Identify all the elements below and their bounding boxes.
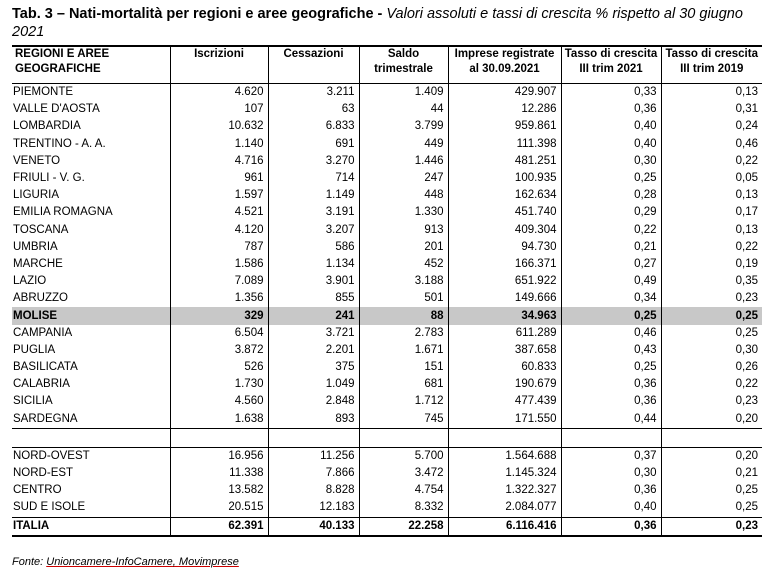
table-cell: 452 bbox=[359, 256, 448, 273]
table-cell: 0,20 bbox=[661, 411, 762, 429]
row-label: MOLISE bbox=[12, 307, 170, 324]
table-cell: 0,40 bbox=[561, 118, 661, 135]
table-cell: 959.861 bbox=[448, 118, 561, 135]
row-label: CAMPANIA bbox=[13, 326, 73, 339]
row-label: MARCHE bbox=[13, 257, 63, 270]
table-cell: 1.671 bbox=[359, 342, 448, 359]
table-cell: 1.140 bbox=[170, 136, 268, 153]
table-cell: 0,46 bbox=[561, 325, 661, 342]
table-cell: 1.322.327 bbox=[448, 482, 561, 499]
region-row bbox=[12, 393, 762, 410]
table-cell: 0,20 bbox=[661, 447, 762, 465]
region-row bbox=[12, 84, 762, 102]
table-cell: 0,25 bbox=[561, 359, 661, 376]
table-cell: 961 bbox=[170, 170, 268, 187]
table-cell: 16.956 bbox=[170, 447, 268, 465]
region-row bbox=[12, 290, 762, 307]
header-imprese: Imprese registrate al 30.09.2021 bbox=[448, 46, 561, 84]
row-label: FRIULI - V. G. bbox=[13, 172, 85, 185]
table-cell: 375 bbox=[268, 359, 359, 376]
table-cell: 0,36 bbox=[561, 393, 661, 410]
table-cell: 3.721 bbox=[268, 325, 359, 342]
row-label: LOMBARDIA bbox=[13, 120, 81, 133]
table-cell: 0,28 bbox=[561, 187, 661, 204]
table-cell: 0,05 bbox=[661, 170, 762, 187]
table-cell: 100.935 bbox=[448, 170, 561, 187]
table-cell: 0,31 bbox=[661, 101, 762, 118]
row-label: SARDEGNA bbox=[13, 412, 78, 425]
table-cell: 2.848 bbox=[268, 393, 359, 410]
table-cell: 12.183 bbox=[268, 499, 359, 517]
table-cell: 1.356 bbox=[170, 290, 268, 307]
row-label: BASILICATA bbox=[13, 361, 78, 374]
table-cell: 448 bbox=[359, 187, 448, 204]
table-cell: 8.828 bbox=[268, 482, 359, 499]
row-label: NORD-EST bbox=[13, 467, 74, 480]
table-cell: 0,13 bbox=[661, 84, 762, 102]
region-row bbox=[12, 256, 762, 273]
table-cell: 201 bbox=[359, 239, 448, 256]
row-label: SICILIA bbox=[13, 395, 53, 408]
table-cell: 526 bbox=[170, 359, 268, 376]
table-cell: 501 bbox=[359, 290, 448, 307]
table-cell: 0,22 bbox=[661, 239, 762, 256]
table-cell: 0,25 bbox=[561, 307, 661, 324]
table-cell: 893 bbox=[268, 411, 359, 429]
row-label: LAZIO bbox=[13, 275, 47, 288]
table-cell: 13.582 bbox=[170, 482, 268, 499]
table-cell: 855 bbox=[268, 290, 359, 307]
table-cell: 151 bbox=[359, 359, 448, 376]
row-label: ITALIA bbox=[12, 517, 170, 536]
table-cell: 1.712 bbox=[359, 393, 448, 410]
table-cell: 681 bbox=[359, 376, 448, 393]
table-cell: 0,24 bbox=[661, 118, 762, 135]
region-row bbox=[12, 136, 762, 153]
table-cell: 409.304 bbox=[448, 222, 561, 239]
header-saldo: Saldo trimestrale bbox=[359, 46, 448, 84]
table-cell: 6.504 bbox=[170, 325, 268, 342]
table-cell: 3.901 bbox=[268, 273, 359, 290]
table-cell: 111.398 bbox=[448, 136, 561, 153]
table-cell: 1.145.324 bbox=[448, 465, 561, 482]
table-cell: 611.289 bbox=[448, 325, 561, 342]
table-cell: 3.270 bbox=[268, 153, 359, 170]
empty-cell bbox=[561, 428, 661, 447]
empty-cell bbox=[268, 428, 359, 447]
table-cell: 0,25 bbox=[661, 325, 762, 342]
empty-cell bbox=[12, 428, 170, 447]
header-regions: REGIONI E AREE GEOGRAFICHE bbox=[12, 46, 170, 84]
table-cell: 0,37 bbox=[561, 447, 661, 465]
table-cell: 3.188 bbox=[359, 273, 448, 290]
table-cell: 4.120 bbox=[170, 222, 268, 239]
table-cell: 2.201 bbox=[268, 342, 359, 359]
table-cell: 0,23 bbox=[661, 517, 762, 536]
region-row bbox=[12, 118, 762, 135]
table-cell: 20.515 bbox=[170, 499, 268, 517]
table-cell: 62.391 bbox=[170, 517, 268, 536]
table-cell: 1.409 bbox=[359, 84, 448, 102]
table-cell: 714 bbox=[268, 170, 359, 187]
table-cell: 34.963 bbox=[448, 307, 561, 324]
empty-cell bbox=[448, 428, 561, 447]
table-cell: 63 bbox=[268, 101, 359, 118]
row-label: CALABRIA bbox=[13, 378, 70, 391]
table-cell: 787 bbox=[170, 239, 268, 256]
area-row bbox=[12, 482, 762, 499]
row-label: SUD E ISOLE bbox=[13, 501, 86, 514]
table-cell: 0,36 bbox=[561, 517, 661, 536]
area-row bbox=[12, 447, 762, 465]
table-cell: 0,44 bbox=[561, 411, 661, 429]
row-label: ABRUZZO bbox=[13, 292, 68, 305]
table-cell: 1.638 bbox=[170, 411, 268, 429]
table-cell: 241 bbox=[268, 307, 359, 324]
header-tasso-2019: Tasso di crescita III trim 2019 bbox=[661, 46, 762, 84]
table-cell: 60.833 bbox=[448, 359, 561, 376]
table-cell: 3.472 bbox=[359, 465, 448, 482]
table-cell: 329 bbox=[170, 307, 268, 324]
empty-cell bbox=[661, 428, 762, 447]
table-cell: 4.620 bbox=[170, 84, 268, 102]
table-cell: 6.116.416 bbox=[448, 517, 561, 536]
spacer-row bbox=[12, 428, 762, 447]
table-cell: 0,25 bbox=[661, 499, 762, 517]
table-cell: 88 bbox=[359, 307, 448, 324]
table-cell: 149.666 bbox=[448, 290, 561, 307]
table-cell: 5.700 bbox=[359, 447, 448, 465]
table-cell: 449 bbox=[359, 136, 448, 153]
data-table bbox=[12, 45, 762, 537]
row-label: VENETO bbox=[13, 154, 61, 167]
table-cell: 2.783 bbox=[359, 325, 448, 342]
table-cell: 171.550 bbox=[448, 411, 561, 429]
total-row bbox=[12, 517, 762, 536]
table-cell: 0,49 bbox=[561, 273, 661, 290]
table-cell: 0,23 bbox=[661, 290, 762, 307]
table-cell: 0,40 bbox=[561, 499, 661, 517]
table-cell: 1.134 bbox=[268, 256, 359, 273]
table-cell: 4.521 bbox=[170, 204, 268, 221]
source-text: Unioncamere-InfoCamere, Movimprese bbox=[46, 556, 239, 568]
table-cell: 481.251 bbox=[448, 153, 561, 170]
table-cell: 7.866 bbox=[268, 465, 359, 482]
table-cell: 0,17 bbox=[661, 204, 762, 221]
table-cell: 0,26 bbox=[661, 359, 762, 376]
table-cell: 3.211 bbox=[268, 84, 359, 102]
table-cell: 3.872 bbox=[170, 342, 268, 359]
table-cell: 691 bbox=[268, 136, 359, 153]
empty-cell bbox=[359, 428, 448, 447]
table-cell: 11.256 bbox=[268, 447, 359, 465]
table-cell: 0,22 bbox=[661, 376, 762, 393]
title-bold: Tab. 3 – Nati-mortalità per regioni e aree geografiche - bbox=[12, 6, 383, 22]
empty-cell bbox=[170, 428, 268, 447]
table-cell: 3.191 bbox=[268, 204, 359, 221]
table-cell: 0,21 bbox=[561, 239, 661, 256]
table-cell: 8.332 bbox=[359, 499, 448, 517]
table-cell: 745 bbox=[359, 411, 448, 429]
table-cell: 10.632 bbox=[170, 118, 268, 135]
region-row bbox=[12, 204, 762, 221]
table-cell: 4.754 bbox=[359, 482, 448, 499]
table-cell: 94.730 bbox=[448, 239, 561, 256]
region-row bbox=[12, 170, 762, 187]
table-cell: 0,30 bbox=[661, 342, 762, 359]
table-cell: 0,36 bbox=[561, 101, 661, 118]
table-cell: 0,30 bbox=[561, 465, 661, 482]
row-label: PIEMONTE bbox=[13, 86, 74, 99]
table-cell: 12.286 bbox=[448, 101, 561, 118]
area-row bbox=[12, 465, 762, 482]
region-row bbox=[12, 153, 762, 170]
region-row bbox=[12, 376, 762, 393]
table-cell: 0,25 bbox=[661, 482, 762, 499]
table-cell: 429.907 bbox=[448, 84, 561, 102]
table-cell: 44 bbox=[359, 101, 448, 118]
row-label: NORD-OVEST bbox=[12, 447, 170, 465]
row-label: TOSCANA bbox=[13, 223, 69, 236]
table-cell: 387.658 bbox=[448, 342, 561, 359]
region-row bbox=[12, 222, 762, 239]
row-label: VALLE D'AOSTA bbox=[13, 103, 100, 116]
row-label: PUGLIA bbox=[13, 343, 56, 356]
table-cell: 247 bbox=[359, 170, 448, 187]
header-row bbox=[12, 46, 762, 84]
source-note bbox=[12, 556, 239, 568]
table-cell: 0,35 bbox=[661, 273, 762, 290]
table-cell: 1.597 bbox=[170, 187, 268, 204]
table-cell: 0,13 bbox=[661, 187, 762, 204]
table-cell: 0,25 bbox=[661, 307, 762, 324]
table-cell: 0,30 bbox=[561, 153, 661, 170]
table-cell: 0,40 bbox=[561, 136, 661, 153]
region-row bbox=[12, 307, 762, 324]
table-cell: 3.207 bbox=[268, 222, 359, 239]
table-cell: 22.258 bbox=[359, 517, 448, 536]
table-cell: 3.799 bbox=[359, 118, 448, 135]
region-row bbox=[12, 342, 762, 359]
table-cell: 0,19 bbox=[661, 256, 762, 273]
table-cell: 1.330 bbox=[359, 204, 448, 221]
table-cell: 4.560 bbox=[170, 393, 268, 410]
row-label: UMBRIA bbox=[13, 240, 58, 253]
table-cell: 1.149 bbox=[268, 187, 359, 204]
title-italic: Valori assoluti e tassi di crescita % rispetto al 30 giugno 2021 bbox=[12, 6, 743, 40]
region-row bbox=[12, 187, 762, 204]
table-cell: 1.049 bbox=[268, 376, 359, 393]
table-cell: 11.338 bbox=[170, 465, 268, 482]
table-cell: 166.371 bbox=[448, 256, 561, 273]
region-row bbox=[12, 101, 762, 118]
table-cell: 0,22 bbox=[561, 222, 661, 239]
table-cell: 1.564.688 bbox=[448, 447, 561, 465]
table-cell: 107 bbox=[170, 101, 268, 118]
table-title bbox=[12, 5, 767, 41]
region-row bbox=[12, 359, 762, 376]
table-cell: 1.730 bbox=[170, 376, 268, 393]
table-cell: 1.446 bbox=[359, 153, 448, 170]
region-row bbox=[12, 325, 762, 342]
table-cell: 651.922 bbox=[448, 273, 561, 290]
table-cell: 0,29 bbox=[561, 204, 661, 221]
table-cell: 451.740 bbox=[448, 204, 561, 221]
table-cell: 913 bbox=[359, 222, 448, 239]
table-cell: 0,36 bbox=[561, 376, 661, 393]
row-label: LIGURIA bbox=[13, 189, 60, 202]
header-iscrizioni: Iscrizioni bbox=[170, 46, 268, 84]
table-cell: 0,22 bbox=[661, 153, 762, 170]
table-cell: 162.634 bbox=[448, 187, 561, 204]
row-label: CENTRO bbox=[13, 484, 62, 497]
header-cessazioni: Cessazioni bbox=[268, 46, 359, 84]
row-label: EMILIA ROMAGNA bbox=[13, 206, 113, 219]
table-cell: 586 bbox=[268, 239, 359, 256]
table-cell: 0,27 bbox=[561, 256, 661, 273]
region-row bbox=[12, 239, 762, 256]
table-cell: 0,33 bbox=[561, 84, 661, 102]
table-cell: 0,34 bbox=[561, 290, 661, 307]
table-cell: 4.716 bbox=[170, 153, 268, 170]
table-cell: 0,23 bbox=[661, 393, 762, 410]
table-cell: 1.586 bbox=[170, 256, 268, 273]
source-prefix: Fonte: bbox=[12, 556, 47, 568]
table-cell: 0,21 bbox=[661, 465, 762, 482]
header-tasso-2021: Tasso di crescita III trim 2021 bbox=[561, 46, 661, 84]
table-cell: 6.833 bbox=[268, 118, 359, 135]
table-cell: 0,46 bbox=[661, 136, 762, 153]
row-label: TRENTINO - A. A. bbox=[13, 137, 106, 150]
region-row bbox=[12, 273, 762, 290]
region-row bbox=[12, 411, 762, 429]
table-cell: 7.089 bbox=[170, 273, 268, 290]
area-row bbox=[12, 499, 762, 517]
table-cell: 0,13 bbox=[661, 222, 762, 239]
table-cell: 0,43 bbox=[561, 342, 661, 359]
table-cell: 477.439 bbox=[448, 393, 561, 410]
table-cell: 0,36 bbox=[561, 482, 661, 499]
table-cell: 2.084.077 bbox=[448, 499, 561, 517]
table-cell: 190.679 bbox=[448, 376, 561, 393]
table-cell: 0,25 bbox=[561, 170, 661, 187]
table-cell: 40.133 bbox=[268, 517, 359, 536]
